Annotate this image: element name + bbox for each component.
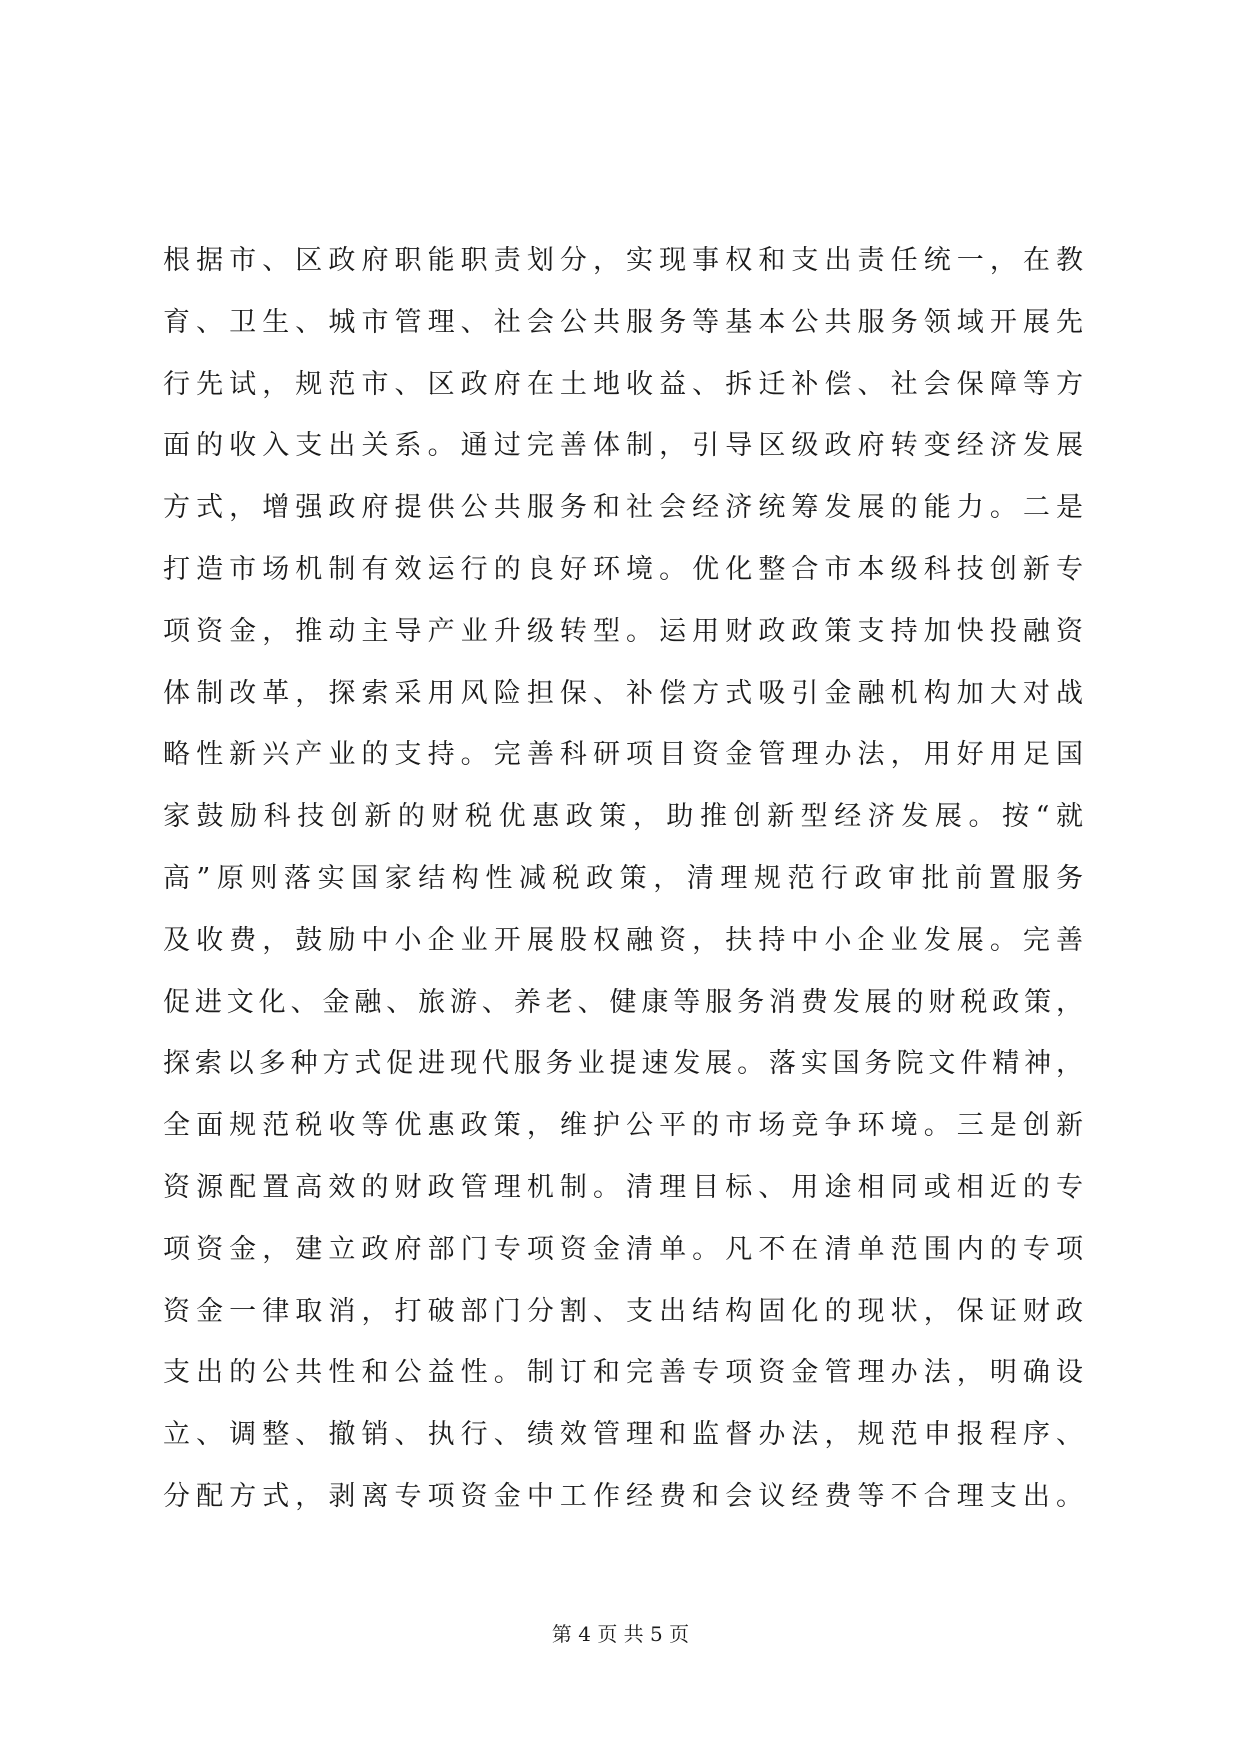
text-line: 家鼓励科技创新的财税优惠政策，助推创新型经济发展。按“就 xyxy=(163,801,1083,833)
text-line: 全面规范税收等优惠政策，维护公平的市场竞争环境。三是创新 xyxy=(163,1110,1083,1142)
text-line: 打造市场机制有效运行的良好环境。优化整合市本级科技创新专 xyxy=(163,553,1083,585)
text-line: 面的收入支出关系。通过完善体制，引导区级政府转变经济发展 xyxy=(163,430,1083,462)
text-line: 行先试，规范市、区政府在土地收益、拆迁补偿、社会保障等方 xyxy=(163,368,1083,400)
text-line: 资源配置高效的财政管理机制。清理目标、用途相同或相近的专 xyxy=(163,1171,1083,1203)
text-line: 促进文化、金融、旅游、养老、健康等服务消费发展的财税政策， xyxy=(163,986,1083,1018)
text-line: 育、卫生、城市管理、社会公共服务等基本公共服务领域开展先 xyxy=(163,306,1083,338)
text-line: 立、调整、撤销、执行、绩效管理和监督办法，规范申报程序、 xyxy=(163,1419,1083,1451)
text-line: 高”原则落实国家结构性减税政策，清理规范行政审批前置服务 xyxy=(163,862,1083,894)
body-paragraph xyxy=(163,230,1083,1528)
text-line: 探索以多种方式促进现代服务业提速发展。落实国务院文件精神， xyxy=(163,1048,1083,1080)
text-line: 及收费，鼓励中小企业开展股权融资，扶持中小企业发展。完善 xyxy=(163,924,1083,956)
text-line: 体制改革，探索采用风险担保、补偿方式吸引金融机构加大对战 xyxy=(163,677,1083,709)
text-line: 项资金，建立政府部门专项资金清单。凡不在清单范围内的专项 xyxy=(163,1233,1083,1265)
text-line: 项资金，推动主导产业升级转型。运用财政政策支持加快投融资 xyxy=(163,615,1083,647)
text-line: 略性新兴产业的支持。完善科研项目资金管理办法，用好用足国 xyxy=(163,739,1083,771)
page-number-footer: 第 4 页 共 5 页 xyxy=(551,1622,690,1646)
text-line: 方式，增强政府提供公共服务和社会经济统筹发展的能力。二是 xyxy=(163,492,1083,524)
text-line: 根据市、区政府职能职责划分，实现事权和支出责任统一，在教 xyxy=(163,245,1083,276)
text-line: 资金一律取消，打破部门分割、支出结构固化的现状，保证财政 xyxy=(163,1295,1083,1327)
text-line: 分配方式，剥离专项资金中工作经费和会议经费等不合理支出。 xyxy=(163,1480,1083,1512)
text-line: 支出的公共性和公益性。制订和完善专项资金管理办法，明确设 xyxy=(163,1357,1083,1389)
